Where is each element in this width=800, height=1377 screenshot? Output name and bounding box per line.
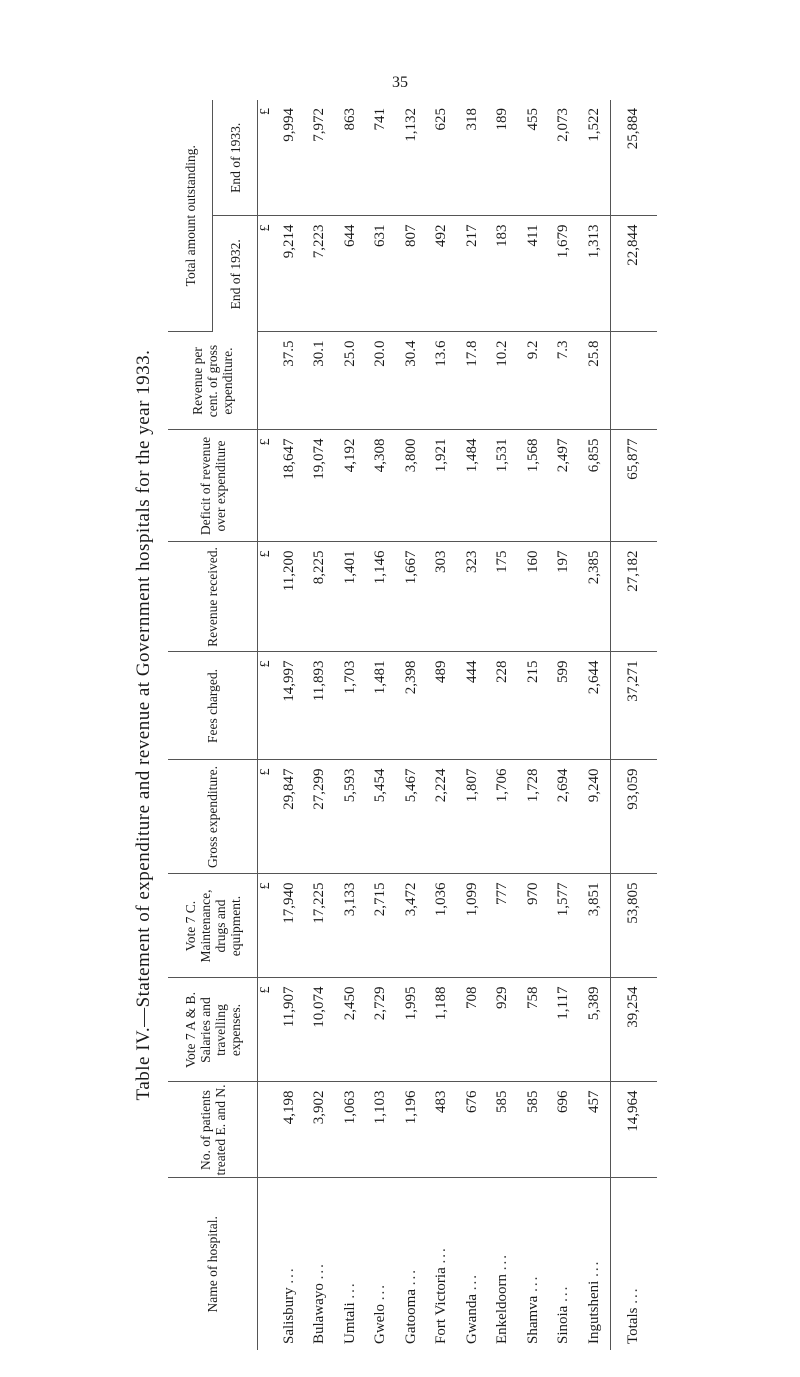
unit-end-1932: £ <box>258 216 275 332</box>
leader-dots: ... <box>524 1274 541 1292</box>
cell-vote7c: 3,133 <box>335 874 366 978</box>
hospital-name <box>579 1178 610 1350</box>
totals-label: Totals ... <box>610 1178 657 1350</box>
hospital-name-text: Ingutsheni <box>585 1280 602 1344</box>
cell-end1933: 9,994 <box>274 100 305 216</box>
table-title: Table IV.—Statement of expenditure and revenue at Government hospitals for the year 1933. <box>133 349 154 1101</box>
cell-revenue: 8,225 <box>305 542 336 652</box>
totals-vote7ab: 39,254 <box>610 978 657 1082</box>
table-row <box>427 100 458 1350</box>
cell-deficit: 3,800 <box>396 430 427 542</box>
cell-gross: 5,593 <box>335 760 366 874</box>
cell-fees: 2,398 <box>396 652 427 760</box>
cell-deficit: 2,497 <box>549 430 580 542</box>
units-row <box>258 100 275 1350</box>
cell-vote7c: 777 <box>488 874 519 978</box>
cell-patients: 4,198 <box>274 1082 305 1178</box>
cell-vote7ab: 10,074 <box>305 978 336 1082</box>
cell-end1933: 7,972 <box>305 100 336 216</box>
cell-fees: 1,481 <box>366 652 397 760</box>
cell-end1932: 631 <box>366 216 397 332</box>
cell-fees: 1,703 <box>335 652 366 760</box>
hospital-name-text: Umtali <box>341 1302 358 1344</box>
cell-vote7ab: 1,995 <box>396 978 427 1082</box>
cell-pct: 37.5 <box>274 332 305 430</box>
hospital-name-text: Enkeldoorn <box>494 1274 511 1344</box>
totals-row <box>610 100 657 1350</box>
hospital-name-text: Shamva <box>524 1295 541 1344</box>
cell-revenue: 1,401 <box>335 542 366 652</box>
cell-gross: 5,467 <box>396 760 427 874</box>
cell-end1933: 1,132 <box>396 100 427 216</box>
leader-dots: ... <box>280 1266 297 1284</box>
cell-vote7c: 970 <box>518 874 549 978</box>
table-row <box>305 100 336 1350</box>
cell-deficit: 4,192 <box>335 430 366 542</box>
cell-patients: 676 <box>457 1082 488 1178</box>
cell-patients: 585 <box>488 1082 519 1178</box>
totals-patients: 14,964 <box>610 1082 657 1178</box>
header-revenue-pct: Revenue per cent. of gross expenditure. <box>168 332 258 430</box>
cell-patients: 457 <box>579 1082 610 1178</box>
cell-vote7ab: 758 <box>518 978 549 1082</box>
unit-vote7ab: £ <box>258 978 275 1082</box>
hospital-name <box>335 1178 366 1350</box>
totals-revenue-pct <box>610 332 657 430</box>
totals-end-1932: 22,844 <box>610 216 657 332</box>
hospital-name <box>366 1178 397 1350</box>
cell-end1933: 318 <box>457 100 488 216</box>
hospital-name <box>274 1178 305 1350</box>
cell-pct: 30.1 <box>305 332 336 430</box>
hospital-name <box>457 1178 488 1350</box>
table-row <box>549 100 580 1350</box>
cell-vote7c: 17,225 <box>305 874 336 978</box>
header-revenue: Revenue received. <box>168 542 258 652</box>
unit-fees: £ <box>258 652 275 760</box>
cell-end1933: 741 <box>366 100 397 216</box>
cell-revenue: 160 <box>518 542 549 652</box>
cell-deficit: 18,647 <box>274 430 305 542</box>
cell-gross: 29,847 <box>274 760 305 874</box>
hospital-name-text: Gwelo <box>372 1304 389 1344</box>
table-row <box>457 100 488 1350</box>
cell-patients: 1,063 <box>335 1082 366 1178</box>
leader-dots: ... <box>341 1281 358 1299</box>
cell-fees: 14,997 <box>274 652 305 760</box>
leader-dots: ... <box>402 1268 419 1286</box>
cell-end1932: 644 <box>335 216 366 332</box>
cell-end1932: 9,214 <box>274 216 305 332</box>
hospital-name <box>427 1178 458 1350</box>
table-row <box>488 100 519 1350</box>
leader-dots: ... <box>433 1246 450 1264</box>
cell-vote7c: 3,472 <box>396 874 427 978</box>
cell-fees: 489 <box>427 652 458 760</box>
cell-pct: 13.6 <box>427 332 458 430</box>
cell-deficit: 4,308 <box>366 430 397 542</box>
cell-revenue: 11,200 <box>274 542 305 652</box>
cell-revenue: 2,385 <box>579 542 610 652</box>
cell-fees: 444 <box>457 652 488 760</box>
cell-gross: 1,728 <box>518 760 549 874</box>
cell-end1932: 1,313 <box>579 216 610 332</box>
cell-patients: 1,103 <box>366 1082 397 1178</box>
hospital-name <box>305 1178 336 1350</box>
cell-end1932: 411 <box>518 216 549 332</box>
table-row <box>366 100 397 1350</box>
cell-vote7c: 17,940 <box>274 874 305 978</box>
hospital-name-text: Fort Victoria <box>433 1267 450 1344</box>
rotated-table-block <box>120 100 641 1350</box>
expenditure-revenue-table <box>168 100 657 1350</box>
header-deficit: Deficit of revenue over expenditure <box>168 430 258 542</box>
cell-pct: 10.2 <box>488 332 519 430</box>
header-patients: No. of patients treated E. and N. <box>168 1082 258 1178</box>
header-fees: Fees charged. <box>168 652 258 760</box>
cell-gross: 2,694 <box>549 760 580 874</box>
cell-end1933: 455 <box>518 100 549 216</box>
cell-deficit: 1,568 <box>518 430 549 542</box>
cell-deficit: 1,921 <box>427 430 458 542</box>
cell-vote7ab: 5,389 <box>579 978 610 1082</box>
cell-vote7ab: 2,729 <box>366 978 397 1082</box>
hospital-name <box>518 1178 549 1350</box>
cell-patients: 1,196 <box>396 1082 427 1178</box>
leader-dots: ... <box>311 1262 328 1280</box>
cell-end1933: 189 <box>488 100 519 216</box>
table-row <box>335 100 366 1350</box>
cell-vote7ab: 1,188 <box>427 978 458 1082</box>
page-number: 35 <box>392 74 408 91</box>
hospital-name-text: Sinoia <box>555 1305 572 1344</box>
hospital-name-text: Bulawayo <box>311 1283 328 1344</box>
cell-end1932: 183 <box>488 216 519 332</box>
unit-gross: £ <box>258 760 275 874</box>
cell-vote7c: 1,099 <box>457 874 488 978</box>
cell-end1932: 7,223 <box>305 216 336 332</box>
table-row <box>274 100 305 1350</box>
cell-revenue: 1,667 <box>396 542 427 652</box>
leader-dots: ... <box>463 1273 480 1291</box>
totals-deficit: 65,877 <box>610 430 657 542</box>
hospital-name <box>488 1178 519 1350</box>
table-row <box>579 100 610 1350</box>
totals-fees: 37,271 <box>610 652 657 760</box>
unit-deficit: £ <box>258 430 275 542</box>
table-row <box>396 100 427 1350</box>
cell-end1932: 492 <box>427 216 458 332</box>
leader-dots: ... <box>494 1253 511 1271</box>
cell-gross: 2,224 <box>427 760 458 874</box>
cell-revenue: 1,146 <box>366 542 397 652</box>
cell-patients: 483 <box>427 1082 458 1178</box>
table-body <box>274 100 610 1350</box>
cell-end1933: 863 <box>335 100 366 216</box>
hospital-name <box>396 1178 427 1350</box>
totals-gross: 93,059 <box>610 760 657 874</box>
cell-fees: 11,893 <box>305 652 336 760</box>
cell-deficit: 19,074 <box>305 430 336 542</box>
cell-gross: 1,807 <box>457 760 488 874</box>
cell-end1933: 2,073 <box>549 100 580 216</box>
cell-vote7c: 1,036 <box>427 874 458 978</box>
cell-fees: 215 <box>518 652 549 760</box>
cell-patients: 696 <box>549 1082 580 1178</box>
cell-fees: 2,644 <box>579 652 610 760</box>
cell-end1932: 807 <box>396 216 427 332</box>
cell-vote7c: 2,715 <box>366 874 397 978</box>
cell-revenue: 197 <box>549 542 580 652</box>
cell-end1932: 217 <box>457 216 488 332</box>
cell-vote7c: 3,851 <box>579 874 610 978</box>
hospital-name-text: Salisbury <box>280 1287 297 1344</box>
cell-fees: 599 <box>549 652 580 760</box>
header-name: Name of hospital. <box>168 1178 258 1350</box>
totals-revenue: 27,182 <box>610 542 657 652</box>
leader-dots: ... <box>372 1283 389 1301</box>
cell-vote7ab: 11,907 <box>274 978 305 1082</box>
cell-vote7ab: 1,117 <box>549 978 580 1082</box>
table-row <box>518 100 549 1350</box>
hospital-name-text: Gatooma <box>402 1289 419 1344</box>
cell-patients: 3,902 <box>305 1082 336 1178</box>
cell-pct: 7.3 <box>549 332 580 430</box>
cell-deficit: 6,855 <box>579 430 610 542</box>
cell-revenue: 303 <box>427 542 458 652</box>
cell-pct: 25.0 <box>335 332 366 430</box>
cell-vote7ab: 2,450 <box>335 978 366 1082</box>
header-end-1932: End of 1932. <box>213 216 258 332</box>
cell-gross: 9,240 <box>579 760 610 874</box>
cell-deficit: 1,531 <box>488 430 519 542</box>
totals-vote7c: 53,805 <box>610 874 657 978</box>
cell-end1933: 1,522 <box>579 100 610 216</box>
header-end-1933: End of 1933. <box>213 100 258 216</box>
cell-end1932: 1,679 <box>549 216 580 332</box>
cell-end1933: 625 <box>427 100 458 216</box>
header-vote7c: Vote 7 C. Maintenance, drugs and equipment. <box>168 874 258 978</box>
cell-vote7ab: 708 <box>457 978 488 1082</box>
cell-pct: 25.8 <box>579 332 610 430</box>
cell-pct: 17.8 <box>457 332 488 430</box>
cell-vote7c: 1,577 <box>549 874 580 978</box>
totals-end-1933: 25,884 <box>610 100 657 216</box>
cell-gross: 27,299 <box>305 760 336 874</box>
hospital-name-text: Gwanda <box>463 1294 480 1344</box>
header-outstanding: Total amount outstanding. <box>168 100 213 332</box>
cell-gross: 5,454 <box>366 760 397 874</box>
cell-deficit: 1,484 <box>457 430 488 542</box>
cell-vote7ab: 929 <box>488 978 519 1082</box>
cell-fees: 228 <box>488 652 519 760</box>
cell-gross: 1,706 <box>488 760 519 874</box>
cell-patients: 585 <box>518 1082 549 1178</box>
cell-revenue: 175 <box>488 542 519 652</box>
cell-pct: 30.4 <box>396 332 427 430</box>
hospital-name <box>549 1178 580 1350</box>
leader-dots: ... <box>585 1259 602 1277</box>
unit-end-1933: £ <box>258 100 275 216</box>
cell-pct: 20.0 <box>366 332 397 430</box>
header-gross: Gross expenditure. <box>168 760 258 874</box>
unit-vote7c: £ <box>258 874 275 978</box>
cell-revenue: 323 <box>457 542 488 652</box>
unit-revenue: £ <box>258 542 275 652</box>
header-vote7ab: Vote 7 A & B. Salaries and travelling expenses. <box>168 978 258 1082</box>
leader-dots: ... <box>555 1284 572 1302</box>
cell-pct: 9.2 <box>518 332 549 430</box>
